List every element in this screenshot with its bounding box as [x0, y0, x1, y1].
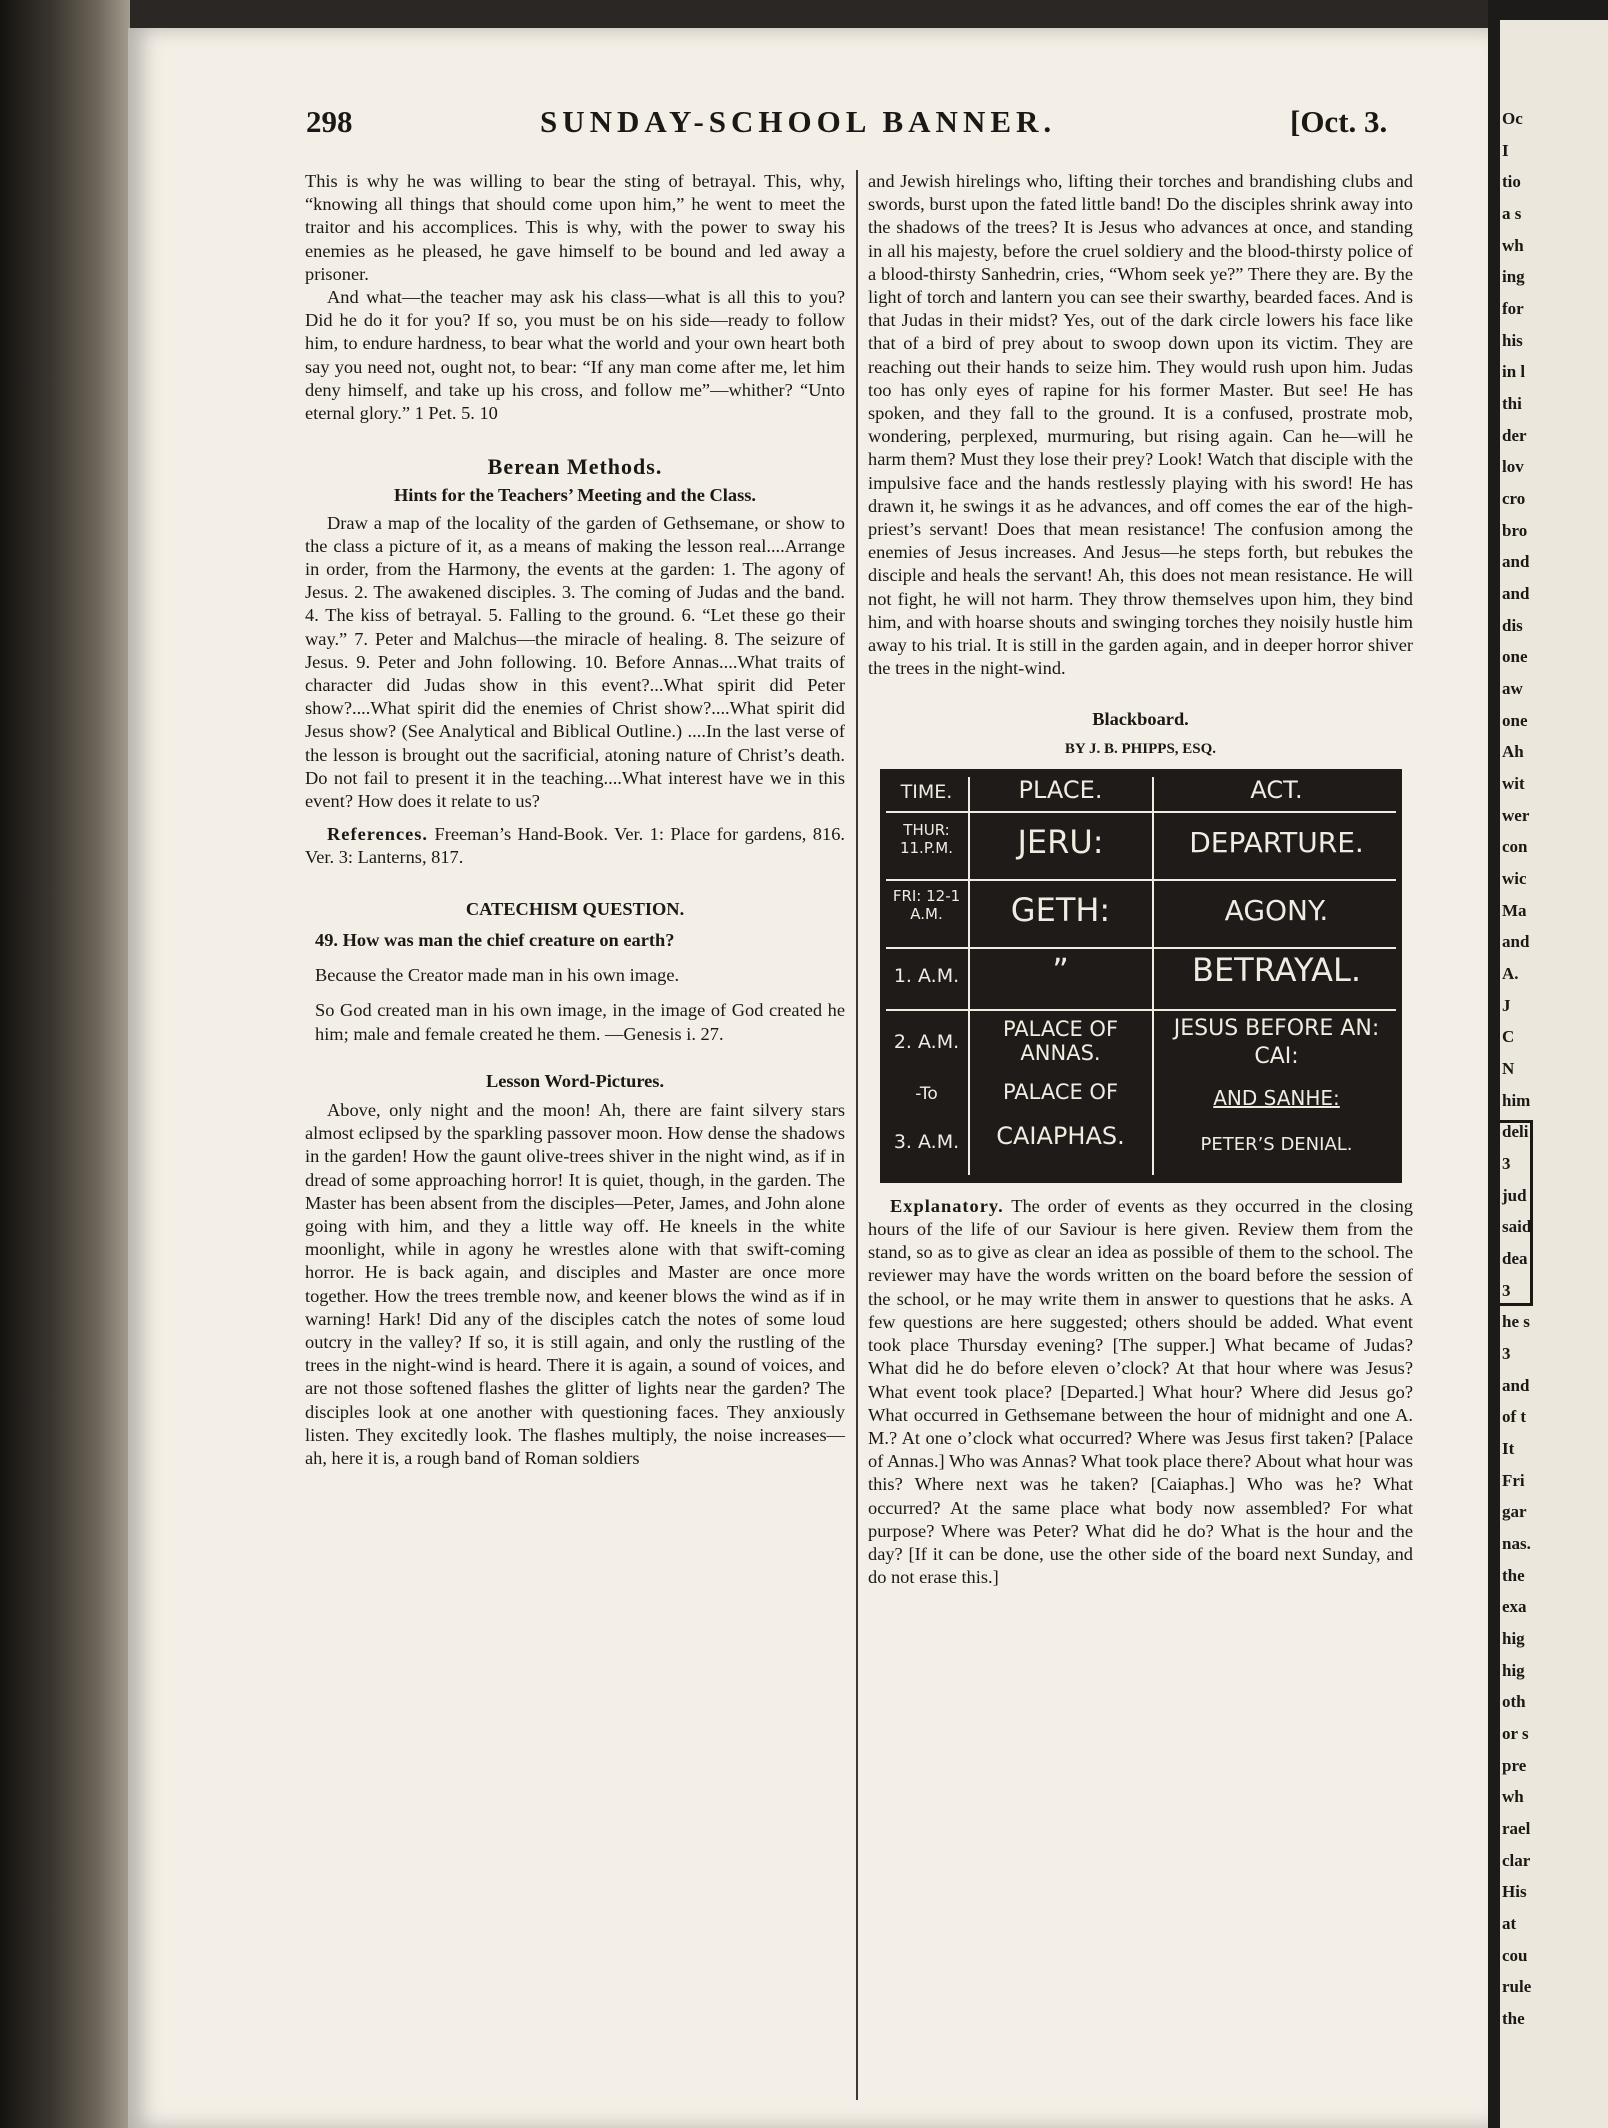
next-page-text-fragment: rael — [1502, 1819, 1531, 1838]
board-head-time: TIME. — [900, 780, 953, 803]
next-page-text-fragment: said — [1502, 1217, 1532, 1236]
next-page-text-fragment: C — [1502, 1027, 1515, 1046]
book-binding-shadow — [0, 0, 130, 2128]
next-page-text-fragment: wic — [1502, 869, 1527, 888]
left-column — [305, 170, 845, 1470]
next-page-text-fragment: wer — [1502, 806, 1530, 825]
word-pictures-paragraph: Above, only night and the moon! Ah, there are faint silvery stars almost eclipsed by the sparkling passover moon. How dense the shadows in the garden! How the gaunt olive-trees shiver in the night wind, as if in dread of some approaching horror! It is quiet, though, in the garden. The Master has been absent from the disciples—Peter, James, and John alone going with him, and they a little way off. He kneels in the white moonlight, while in agony he wrestles alone with that swift-coming horror. He is back again, and disciples and Master are once more together. How the trees tremble now, and keener blows the wind as if in warning! Hark! Did any of the disciples catch the notes of some loud outcry in the valley? If so, it is still again, and only the rustling of the trees in the night-wind is heard. There it is again, a sound of voices, and are not those softened flashes the glitter of lights near the garden? The disciples look at one another with questioning faces. They anxiously listen. They excitedly look. The flashes multiply, the noise increases—ah, here it is, a rough band of Roman soldiers — [305, 1099, 845, 1468]
next-page-text-fragment: der — [1502, 426, 1527, 445]
next-page-text-fragment: and — [1502, 584, 1530, 603]
blackboard — [880, 769, 1402, 1183]
next-page-text-fragment: one — [1502, 647, 1528, 666]
blackboard-heading: Blackboard. — [1092, 709, 1189, 730]
board-r1-act: DEPARTURE. — [1189, 825, 1364, 859]
next-page-text-fragment: jud — [1502, 1186, 1527, 1205]
board-r4-act: JESUS BEFORE AN: CAI: — [1173, 1015, 1380, 1069]
board-r3-place: ” — [1052, 950, 1069, 989]
next-page-text-fragment: rule — [1502, 1977, 1532, 1996]
board-r2-place: GETH: — [1010, 890, 1111, 929]
next-page-text-fragment: the — [1502, 1566, 1525, 1585]
board-line — [886, 879, 1396, 881]
next-page-text-fragment: Oc — [1502, 109, 1523, 128]
board-head-act: ACT. — [1250, 775, 1303, 804]
next-page-text-fragment: It — [1502, 1439, 1515, 1458]
berean-paragraph: Draw a map of the locality of the garden of Gethsemane, or show to the class a picture of it, as a means of making the lesson real....Arrange in order, from the Harmony, the events at the garden: 1. The agony of Jesus. 2. The awakened disciples. 3. The coming of Judas and the band. 4. The kiss of betrayal. 5. Falling to the ground. 6. “Let these go their way.” 7. Peter and Malchus—the miracle of healing. 8. The seizure of Jesus. 9. Peter and John following. 10. Before Annas....What traits of character did Judas show in this event?...What spirit did Peter show?....What spirit did the enemies of Christ show?....What spirit did Jesus show? (See Analytical and Biblical Outline.) ....In the last verse of the lesson is brought out the sacrificial, atoning nature of Christ’s death. Do not fail to present it in the teaching....What interest have we in this event? How does it relate to us? — [305, 512, 845, 812]
next-page-text-fragment: exa — [1502, 1597, 1527, 1616]
board-r3-act: BETRAYAL. — [1191, 950, 1361, 989]
next-page-text-fragment: His — [1502, 1882, 1527, 1901]
next-page-text-fragment: tio — [1502, 172, 1521, 191]
next-page-text-fragment: cro — [1502, 489, 1526, 508]
next-page-text-fragment: Ma — [1502, 901, 1527, 920]
board-r4-time: 2. A.M. — [893, 1030, 960, 1053]
next-page-text-fragment: at — [1502, 1914, 1517, 1933]
catechism-answer: Because the Creator made man in his own image. — [315, 965, 680, 986]
next-page-text-fragment: one — [1502, 711, 1528, 730]
next-page-text-fragment: his — [1502, 331, 1523, 350]
next-page-text-fragment: a s — [1502, 204, 1522, 223]
board-r2-act: AGONY. — [1224, 893, 1329, 927]
board-r5-act: AND SANHE: — [1213, 1085, 1340, 1110]
explanatory-text: The order of events as they occurred in the closing hours of the life of our Saviour is here given. Review them from the stand, so as to give as clear an idea as possible of them to the school. The reviewer may have the words written on the board before the session of the school, or he may write them in answer to questions that he asks. A few questions are here suggested; others should be added. What event took place Thursday evening? [The supper.] What became of Judas? What did he do before eleven o’clock? At that hour where was Jesus? What event took place? [Departed.] What hour? Where did Jesus go? What occurred in Gethsemane between the hour of midnight and one A. M.? At one o’clock what occurred? Where was Jesus first taken? [Palace of Annas.] Who was Annas? What took place there? About what hour was this? Where next was he taken? [Caiaphas.] Who was he? What occurred? At the same place what body now assembled? For what purpose? Where was Peter? What did he do? What is the hour and the day? [If it can be done, use the other side of the board next Sunday, and do not erase this.] — [868, 1195, 1413, 1588]
word-pictures-heading: Lesson Word-Pictures. — [485, 1070, 665, 1091]
next-page-text-fragment: him — [1502, 1091, 1531, 1110]
next-page-text-fragment: I — [1502, 141, 1509, 160]
next-page-text-fragment: A. — [1502, 964, 1519, 983]
references-text: Freeman’s Hand-Book. Ver. 1: Place for gardens, 816. Ver. 3: Lanterns, 817. — [305, 824, 845, 868]
next-page-text-fragment: N — [1502, 1059, 1515, 1078]
next-page-text-fragment: or s — [1502, 1724, 1529, 1743]
board-r6-act: PETER’S DENIAL. — [1200, 1133, 1353, 1155]
board-r6-place: CAIAPHAS. — [996, 1121, 1125, 1150]
next-page-text-fragment: 3 — [1502, 1344, 1511, 1363]
board-r1-time: THUR: 11.P.M. — [899, 820, 954, 857]
board-line — [886, 1009, 1396, 1011]
next-page-box-fragment — [1500, 1120, 1533, 1306]
next-page-edge — [1500, 20, 1608, 2128]
next-page-text-fragment: bro — [1502, 521, 1528, 540]
next-page-text-fragment: and — [1502, 932, 1530, 951]
next-page-text-fragment: pre — [1502, 1756, 1527, 1775]
board-r2-time: FRI: 12-1 A.M. — [892, 886, 961, 923]
next-page-text-fragment: 3 — [1502, 1154, 1511, 1173]
next-page-text-fragment: J — [1502, 996, 1511, 1015]
references-label: References. — [327, 824, 429, 845]
board-r5-time: -To — [915, 1083, 938, 1104]
next-page-text-fragment: aw — [1502, 679, 1523, 698]
explanatory-label: Explanatory. — [890, 1195, 1004, 1216]
next-page-text-fragment: wh — [1502, 1787, 1524, 1806]
next-page-text-fragment: hig — [1502, 1661, 1525, 1680]
berean-methods-heading: Berean Methods. — [487, 454, 663, 480]
next-page-text-fragment: and — [1502, 552, 1530, 571]
application-paragraph: And what—the teacher may ask his class—what is all this to you? Did he do it for you? If so, you must be on his side—ready to follow him, to endure hardness, to bear what the world and your own heart both say you need not, ought not, to bear: “If any man come after me, let him deny himself, and take up his cross, and follow me”—whither? “Unto eternal glory.” 1 Pet. 5. 10 — [305, 287, 845, 424]
catechism-question: 49. How was man the chief creature on earth? — [315, 929, 675, 950]
next-page-text-fragment: the — [1502, 2009, 1525, 2028]
explanatory-paragraph — [868, 1195, 1413, 1589]
next-page-text-fragment: nas. — [1502, 1534, 1531, 1553]
references-paragraph — [305, 823, 845, 869]
berean-subheading: Hints for the Teachers’ Meeting and the Class. — [393, 485, 756, 506]
running-title: SUNDAY-SCHOOL BANNER. — [540, 104, 1057, 139]
next-page-text-fragment: ing — [1502, 267, 1525, 286]
next-page-text-fragment: hig — [1502, 1629, 1525, 1648]
next-page-text-fragment: for — [1502, 299, 1524, 318]
catechism-heading: CATECHISM QUESTION. — [465, 898, 685, 919]
next-page-text-fragment: in l — [1502, 362, 1526, 381]
board-r5-place: PALACE OF — [1002, 1079, 1119, 1104]
next-page-text-fragment: thi — [1502, 394, 1522, 413]
blackboard-figure — [868, 769, 1413, 1183]
page-number: 298 — [306, 104, 353, 139]
next-page-text-fragment: wh — [1502, 236, 1524, 255]
board-line — [886, 947, 1396, 949]
board-r4-place: PALACE OF ANNAS. — [1002, 1016, 1119, 1065]
issue-date: [Oct. 3. — [1290, 104, 1388, 139]
next-page-text-fragment: Fri — [1502, 1471, 1525, 1490]
next-page-text-fragment: oth — [1502, 1692, 1526, 1711]
next-page-text-fragment: dis — [1502, 616, 1523, 635]
next-page-text-fragment: he s — [1502, 1312, 1530, 1331]
board-r3-time: 1. A.M. — [893, 964, 960, 987]
board-head-place: PLACE. — [1018, 775, 1103, 804]
next-page-text-fragment: lov — [1502, 457, 1524, 476]
board-r6-time: 3. A.M. — [893, 1130, 960, 1153]
next-page-text-fragment: dea — [1502, 1249, 1528, 1268]
continued-paragraph: and Jewish hirelings who, lifting their torches and brandishing clubs and swords, burst upon the fated little band! Do the disciples shrink away into the shadows of the trees? It is Jesus who advances at once, and standing in all his majesty, before the cruel soldiery and the blood-thirsty police of a blood-thirsty Sanhedrin, cries, “Whom seek ye?” There they are. By the light of torch and lantern you can see their swarthy, bearded faces. And is that Judas in their midst? Yes, out of the dark circle lowers his face like that of a bird of prey about to swoop down upon its victim. They are reaching out their hands to seize him. They would rush upon him. Judas too has only eyes of rapine for his former Master. But see! He has spoken, and they fall to the ground. It is a confused, prostrate mob, wondering, perplexed, murmuring, but rising again. Can he—will he harm them? Must they lose their prey? Look! Watch that disciple with the impulsive face and the hands restlessly playing with his sword! He has drawn it, he swings it as he advances, and off comes the ear of the high-priest’s servant! Does that mean resistance! The confusion among the enemies of Jesus increases. And Jesus—he steps forth, but rebukes the disciple and heals the servant! Ah, this does not mean resistance. He will not fight, he will not harm. They throw themselves upon him, they bind him, and with hoarse shouts and swinging torches they noisily hustle him away to his trial. It is still in the garden again, and in deeper horror shiver the trees in the night-wind. — [868, 171, 1413, 679]
intro-paragraph: This is why he was willing to bear the sting of betrayal. This, why, “knowing all things that should come upon him,” he went to meet the traitor and his accomplices. This is why, with the power to sway his enemies as he pleased, he gave himself to be bound and led away a prisoner. — [305, 171, 845, 284]
board-r1-place: JERU: — [1017, 822, 1104, 861]
board-line — [886, 811, 1396, 813]
right-column — [868, 170, 1413, 1589]
blackboard-byline: BY J. B. PHIPPS, ESQ. — [1064, 740, 1217, 757]
next-page-text-fragment: wit — [1502, 774, 1525, 793]
next-page-text-fragment: deli — [1502, 1122, 1529, 1141]
next-page-text-fragment: 3 — [1502, 1281, 1511, 1300]
next-page-text-fragment: Ah — [1502, 742, 1524, 761]
column-rule — [856, 170, 858, 2100]
catechism-verse: So God created man in his own image, in the image of God created he him; male and female created he them. —Genesis i. 27. — [315, 1000, 845, 1044]
next-page-text-fragment: cou — [1502, 1946, 1528, 1965]
next-page-text-fragment: clar — [1502, 1851, 1531, 1870]
next-page-text-fragment: con — [1502, 837, 1528, 856]
next-page-text-fragment: gar — [1502, 1502, 1527, 1521]
next-page-text-fragment: of t — [1502, 1407, 1527, 1426]
next-page-text-fragment: and — [1502, 1376, 1530, 1395]
